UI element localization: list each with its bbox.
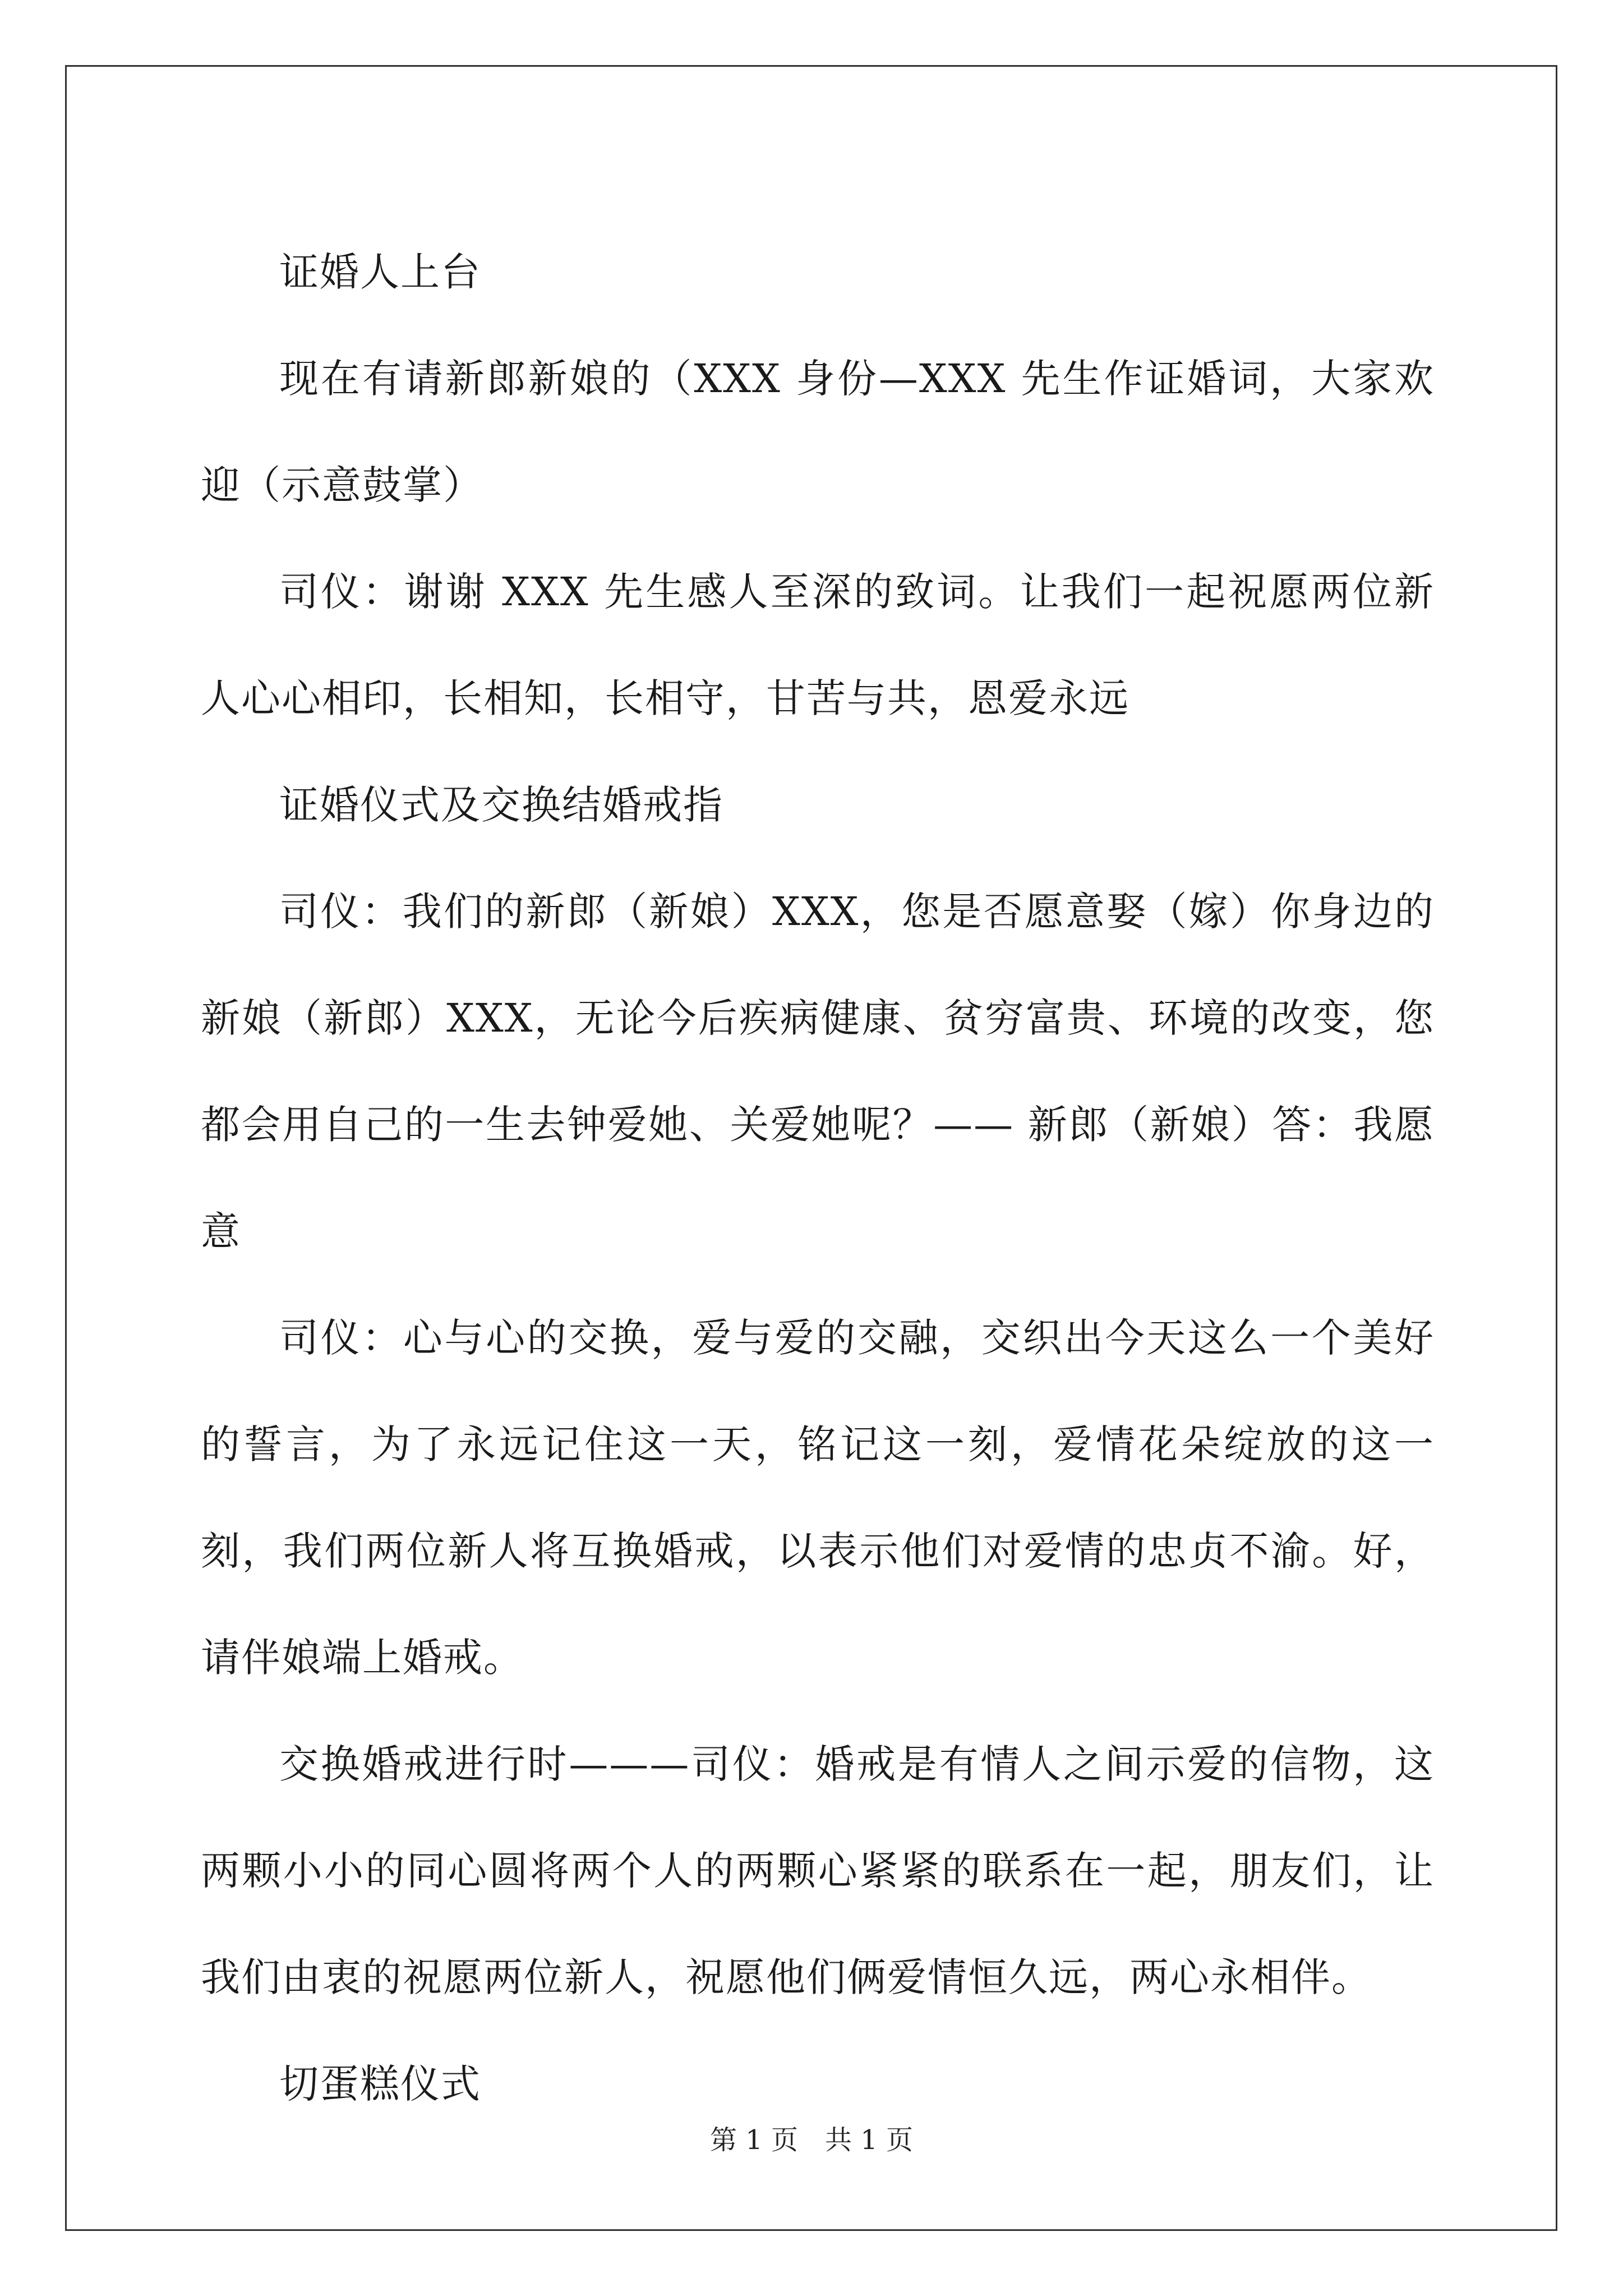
heading-witness: 证婚人上台: [279, 249, 481, 295]
document-body: [201, 219, 1435, 2137]
paragraph-vows: 司仪：我们的新郎（新娘）XXX，您是否愿意娶（嫁）你身边的新娘（新郎）XXX，无论今后疾病健康、贫穷富贵、环境的改变，您都会用自己的一生去钟爱她、关爱她呢？—— 新郎（新娘）答：我愿意: [201, 889, 1435, 1254]
paragraph-invite-witness: 现在有请新郎新娘的（XXX 身份—XXX 先生作证婚词，大家欢迎（示意鼓掌）: [201, 356, 1435, 508]
paragraph-ring-meaning: 交换婚戒进行时———司仪：婚戒是有情人之间示爱的信物，这两颗小小的同心圆将两个人的两颗心紧紧的联系在一起，朋友们，让我们由衷的祝愿两位新人，祝愿他们俩爱情恒久远，两心永相伴。: [201, 1741, 1435, 2000]
paragraph-ring-exchange: 司仪：心与心的交换，爱与爱的交融，交织出今天这么一个美好的誓言，为了永远记住这一天，铭记这一刻，爱情花朵绽放的这一刻，我们两位新人将互换婚戒，以表示他们对爱情的忠贞不渝。好，请伴娘端上婚戒。: [201, 1315, 1435, 1681]
heading-ring-ceremony: 证婚仪式及交换结婚戒指: [279, 782, 723, 828]
page-number: 第 1 页 共 1 页: [709, 2124, 914, 2156]
paragraph-thanks: 司仪：谢谢 XXX 先生感人至深的致词。让我们一起祝愿两位新人心心相印，长相知，长相守，甘苦与共，恩爱永远: [201, 569, 1435, 721]
heading-cake-cutting: 切蛋糕仪式: [279, 2061, 481, 2107]
